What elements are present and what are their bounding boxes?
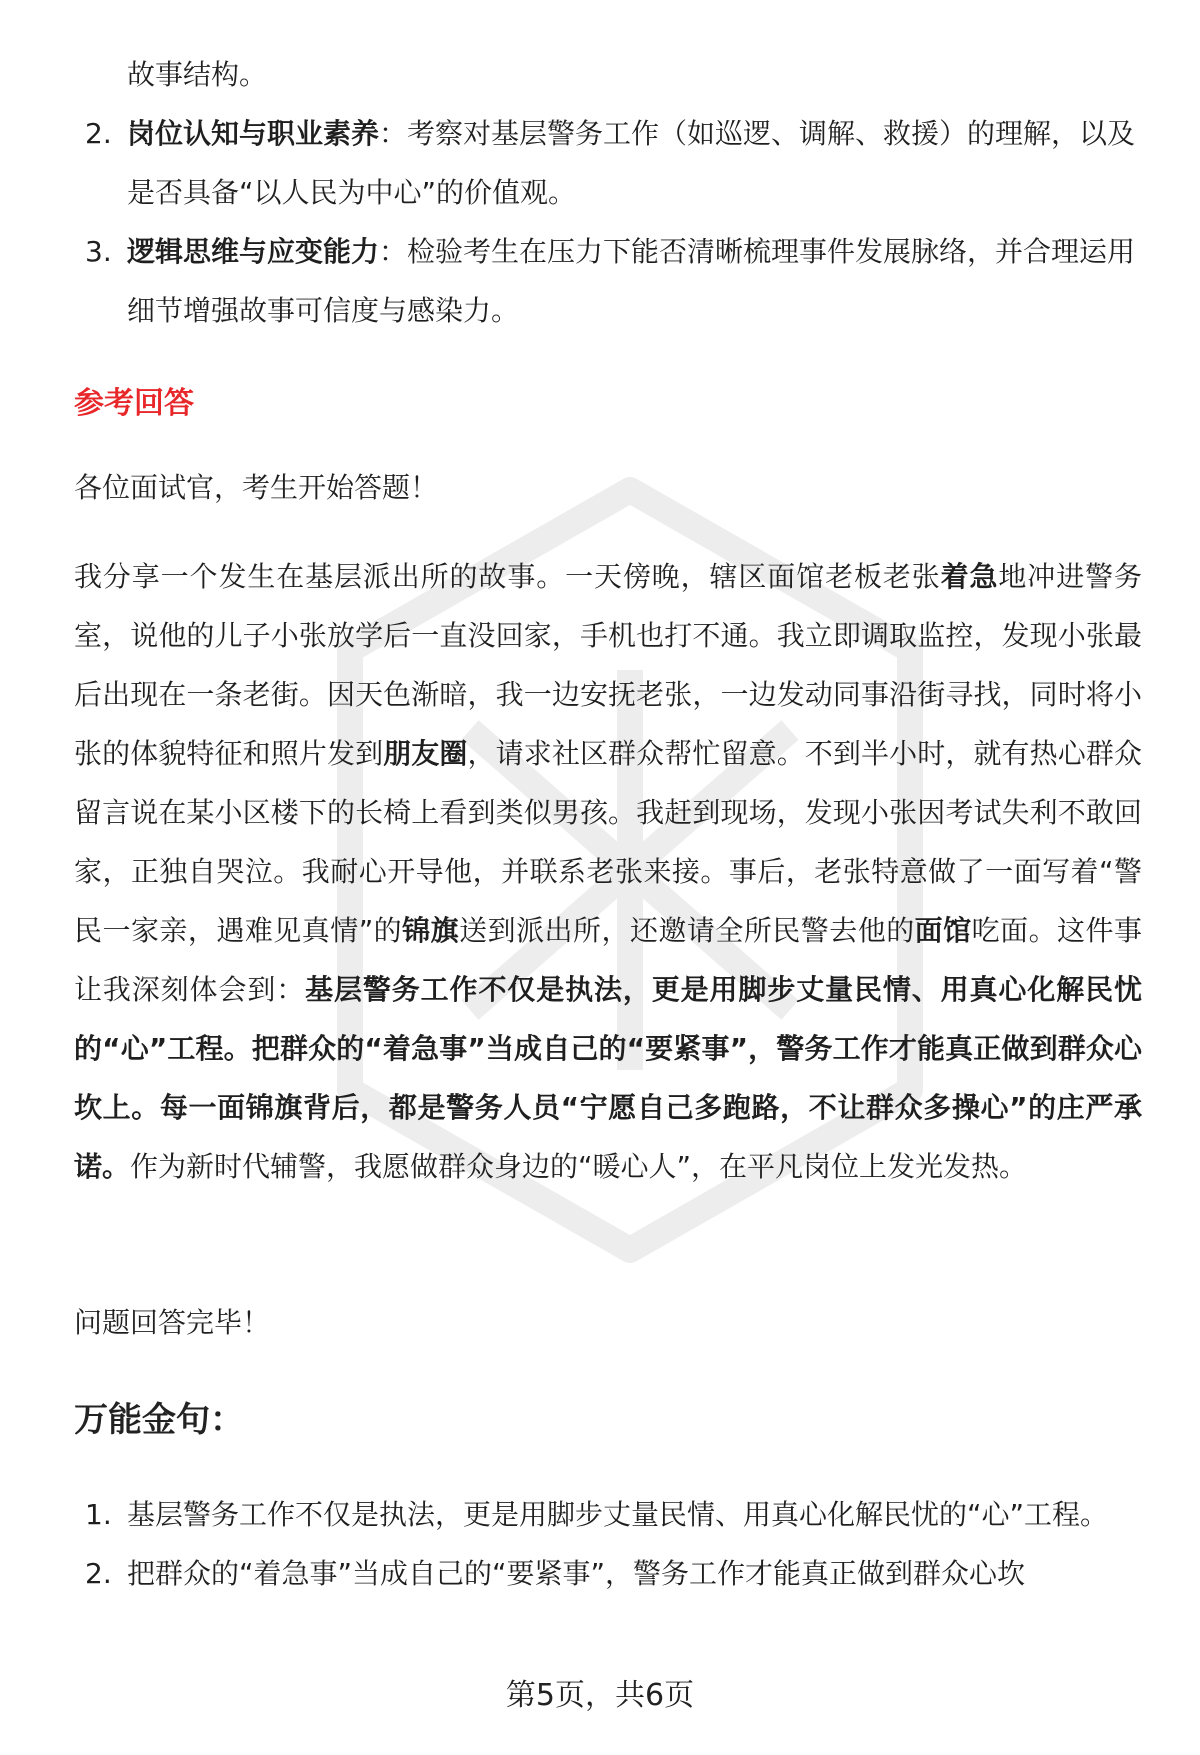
list-item [74,1544,1142,1603]
list-item-bold: 逻辑思维与应变能力 [127,235,380,268]
story-text: 送到派出所，还邀请全所民警去他的 [459,914,915,947]
list-item-text: 故事结构。 [127,58,268,91]
closing-line: 问题回答完毕！ [74,1306,271,1339]
reference-answer-heading: 参考回答 [74,386,194,421]
list-item-bold: 岗位认知与职业素养 [127,117,380,150]
list-item-text: ：考察对基层警务工作（如巡逻、调解、救援）的理解，以及是否具备“以人民为中心”的价值观。 [127,117,1136,209]
list-number: 3. [85,235,112,268]
list-item-continuation [74,45,1142,104]
story-bold: 锦旗 [402,914,460,947]
evaluation-list [74,45,1142,340]
list-number: 1. [85,1498,112,1531]
story-bold: 着急 [940,560,999,593]
golden-sentences-list [74,1485,1142,1603]
list-item [74,222,1142,340]
story-bold-conclusion: 基层警务工作不仅是执法，更是用脚步丈量民情、用真心化解民忧的“心”工程。把群众的“着急事”当成自己的“要紧事”，警务工作才能真正做到群众心坎上。每一面锦旗背后，都是警务人员“宁愿自己多跑路，不让群众多操心”的庄严承诺。 [74,973,1142,1183]
story-text: 作为新时代辅警，我愿做群众身边的“暖心人”，在平凡岗位上发光发热。 [130,1150,1028,1183]
list-item-text: 把群众的“着急事”当成自己的“要紧事”，警务工作才能真正做到群众心坎 [127,1557,1026,1590]
list-number: 2. [85,1557,112,1590]
list-item-text: 基层警务工作不仅是执法，更是用脚步丈量民情、用真心化解民忧的“心”工程。 [127,1498,1109,1531]
story-paragraph [74,547,1142,1196]
story-text: 地冲进警务室，说他的儿子小张放学后一直没回家，手机也打不通。我立即调取监控，发现小张最后出现在一条老街。因天色渐暗，我一边安抚老张，一边发动同事沿街寻找，同时将小张的体貌特征和照片发到 [74,560,1142,770]
page-number: 第5页，共6页 [505,1678,695,1713]
list-item [74,104,1142,222]
story-text: 吃面。这件事让我深刻体会到： [74,914,1142,1006]
list-item [74,1485,1142,1544]
list-number: 2. [85,117,112,150]
story-bold: 面馆 [914,914,972,947]
list-item-text: ：检验考生在压力下能否清晰梳理事件发展脉络，并合理运用细节增强故事可信度与感染力。 [127,235,1136,327]
story-text: 我分享一个发生在基层派出所的故事。一天傍晚，辖区面馆老板老张 [74,560,941,593]
golden-sentences-heading: 万能金句： [74,1400,244,1440]
story-text: ，请求社区群众帮忙留意。不到半小时，就有热心群众留言说在某小区楼下的长椅上看到类似男孩。我赶到现场，发现小张因考试失利不敢回家，正独自哭泣。我耐心开导他，并联系老张来接。事后，老张特意做了一面写着“警民一家亲，遇难见真情”的 [74,737,1142,947]
opening-line: 各位面试官，考生开始答题！ [74,471,439,504]
story-bold: 朋友圈 [383,737,468,770]
